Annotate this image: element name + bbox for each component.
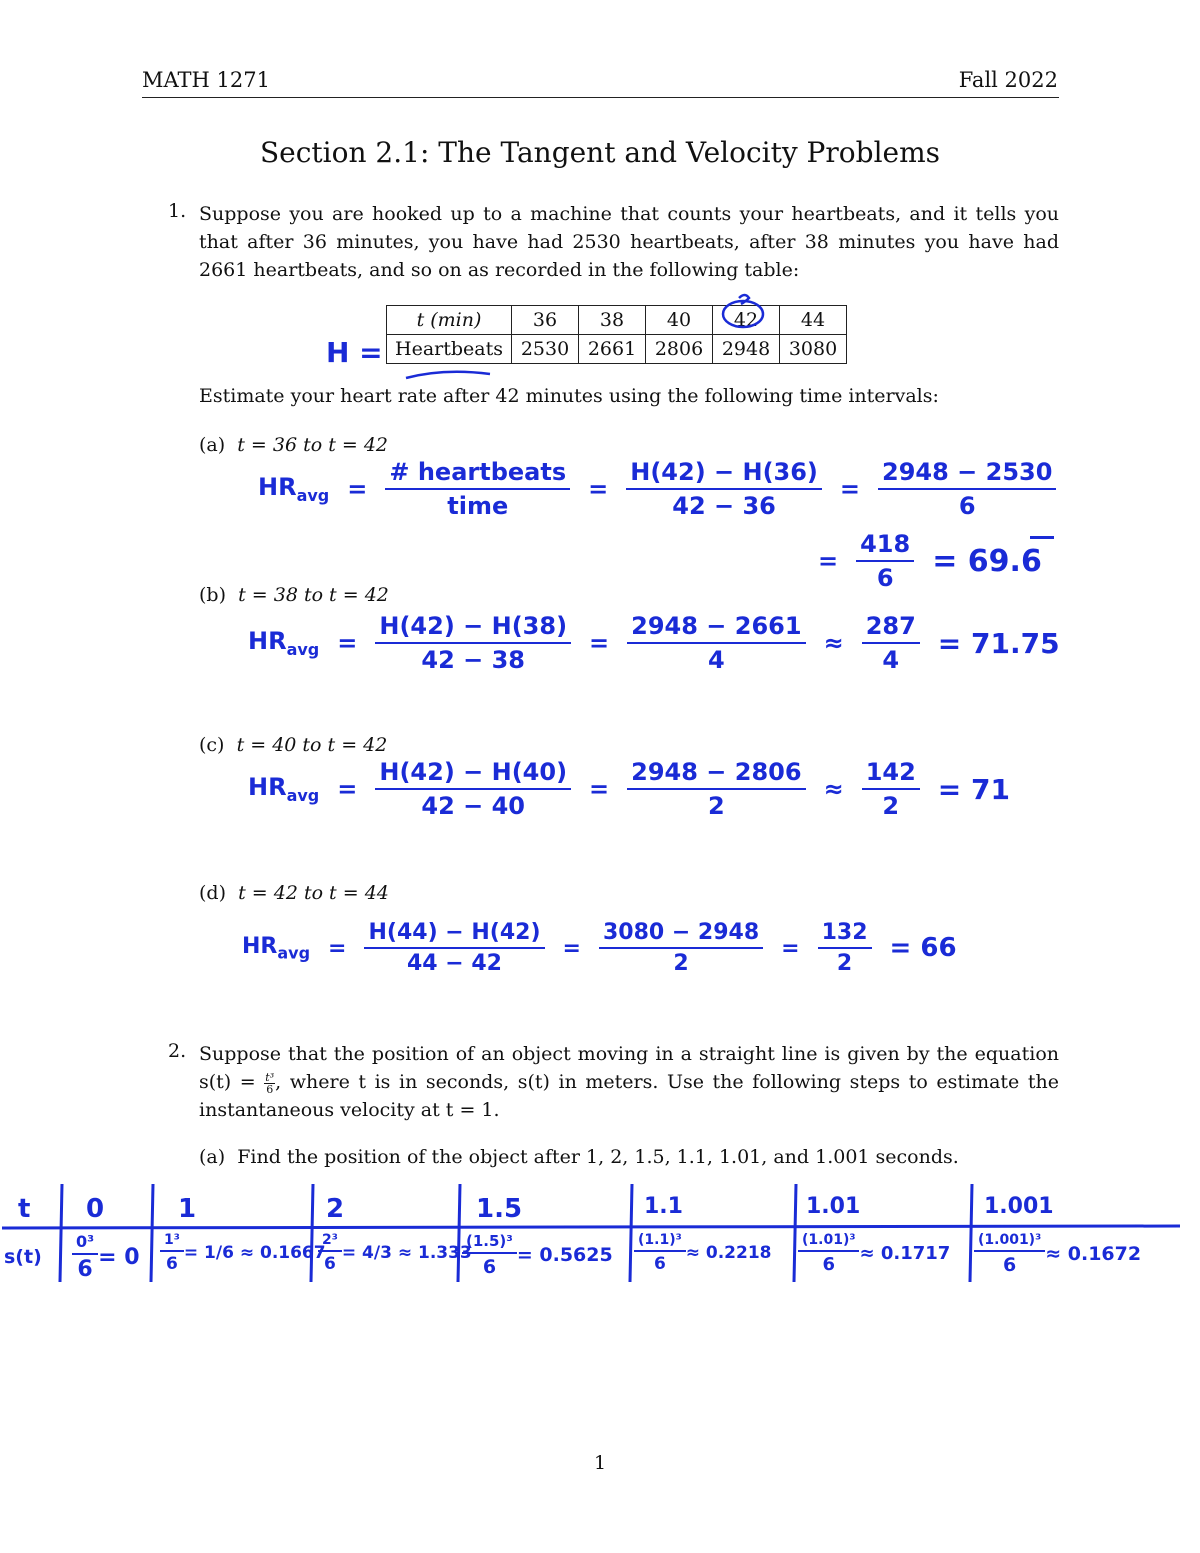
s-value: 1³ 6 = 1/6 ≈ 0.1667 xyxy=(160,1232,326,1274)
hr-avg: $HR_{avg}$ xyxy=(258,473,330,505)
part-d-work: $HR_{avg}$ = $\frac{H(44) - H(42)}{44 - 42}$ = $\frac{3080 - 2948}{2}$ = $\frac{132}{2}$ = 66 xyxy=(242,920,957,976)
fraction: $\frac{142}{2}$ xyxy=(862,758,920,820)
result-value: = 71 xyxy=(937,772,1010,806)
part-b-work: $HR_{avg}$ = $\frac{H(42) - H(38)}{42 - 38}$ = $\frac{2948 - 2661}{4}$ ≈ $\frac{287}{4}$ = 71.75 xyxy=(248,612,1060,674)
part-c-label: (c) t = 40 to t = 42 xyxy=(199,734,388,756)
part-a-work: $HR_{avg}$ = # heartbeats time = $\frac{H(42) - H(36)}{42 - 36}$ = $\frac{2948 - 2530}{6}$ xyxy=(258,458,1056,520)
table-cell: 2661 xyxy=(579,335,646,364)
fraction: $\frac{2948 - 2530}{6}$ xyxy=(878,458,1056,520)
table-cell: 40 xyxy=(646,306,713,335)
t-value: 2 xyxy=(326,1194,345,1224)
hr-avg: $HR_{avg}$ xyxy=(248,627,320,659)
fraction: $\frac{H(44) - H(42)}{44 - 42}$ xyxy=(364,920,544,976)
part-2a: (a) Find the position of the object after 1, 2, 1.5, 1.1, 1.01, and 1.001 seconds. xyxy=(199,1146,959,1168)
fraction: # heartbeats time xyxy=(385,458,570,520)
s-value: (1.01)³ 6 ≈ 0.1717 xyxy=(798,1232,950,1275)
part-a-label: (a) t = 36 to t = 42 xyxy=(199,434,389,456)
fraction: $\frac{3080 - 2948}{2}$ xyxy=(599,920,763,976)
page-title: Section 2.1: The Tangent and Velocity Problems xyxy=(259,136,941,169)
inline-fraction: $\frac{\text{t³}}{6}$ xyxy=(265,1070,275,1096)
problem-1-number: 1. xyxy=(168,200,187,222)
fraction: $\frac{H(42) - H(36)}{42 - 36}$ xyxy=(626,458,822,520)
problem-1-text: Suppose you are hooked up to a machine that counts your heartbeats, and it tells you that after 36 minutes, you have had 2530 heartbeats, after 38 minutes you have had 2661 heartbeats, and so on as recorded in the following table: xyxy=(199,203,1059,281)
problem-2-text: Suppose that the position of an object moving in a straight line is given by the equation s(t) = $\frac{\text{t³}}{6}$ , where t is in seconds, s(t) in meters. Use the following steps to estimate the instantaneous velocity at t = 1. xyxy=(199,1043,1059,1121)
t-value: 1.1 xyxy=(644,1194,683,1219)
table-row xyxy=(387,335,847,364)
table-cell-circled xyxy=(713,306,780,335)
result-value: = 66 xyxy=(889,933,957,963)
part-b-label: (b) t = 38 to t = 42 xyxy=(199,584,389,606)
table-row xyxy=(387,306,847,335)
problem-1-prompt: Estimate your heart rate after 42 minutes using the following time intervals: xyxy=(199,385,939,407)
problem-2-number: 2. xyxy=(168,1040,187,1062)
hr-avg: $HR_{avg}$ xyxy=(242,933,311,963)
fraction: $\frac{2948 - 2661}{4}$ xyxy=(627,612,805,674)
position-table xyxy=(0,1182,1200,1302)
circle-mark xyxy=(719,292,769,332)
header-rule xyxy=(142,97,1059,98)
underline-mark xyxy=(404,366,494,384)
fraction: $\frac{287}{4}$ xyxy=(862,612,920,674)
table-cell: 38 xyxy=(579,306,646,335)
heartbeat-table xyxy=(386,305,847,364)
repeat-bar xyxy=(1030,536,1054,539)
part-c-work: $HR_{avg}$ = $\frac{H(42) - H(40)}{42 - 40}$ = $\frac{2948 - 2806}{2}$ ≈ $\frac{142}{2}$ = 71 xyxy=(248,758,1010,820)
t-value: 1 xyxy=(178,1194,197,1224)
course-label: MATH 1271 xyxy=(142,68,270,92)
s-value: (1.1)³ 6 ≈ 0.2218 xyxy=(634,1232,772,1274)
part-a-result: = $\frac{418}{6}$ = 69.6 xyxy=(818,530,1042,592)
table-cell: 3080 xyxy=(780,335,847,364)
s-value: 0³ 6 = 0 xyxy=(72,1232,140,1282)
table-cell: 2806 xyxy=(646,335,713,364)
fraction: $\frac{H(42) - H(38)}{42 - 38}$ xyxy=(375,612,571,674)
term-label: Fall 2022 xyxy=(958,68,1058,92)
fraction: $\frac{418}{6}$ xyxy=(856,530,914,592)
s-value: (1.5)³ 6 = 0.5625 xyxy=(462,1232,613,1278)
fraction: $\frac{H(42) - H(40)}{42 - 40}$ xyxy=(375,758,571,820)
row-header-t: t (min) xyxy=(387,306,512,335)
part-d-label: (d) t = 42 to t = 44 xyxy=(199,882,389,904)
t-value: 1.5 xyxy=(476,1194,523,1224)
h-label: H = xyxy=(326,336,383,369)
s-value: 2³ 6 = 4/3 ≈ 1.333 xyxy=(318,1232,472,1274)
table-cell-value: 42 xyxy=(733,309,759,331)
table-cell: 2530 xyxy=(512,335,579,364)
s-row-label: s(t) xyxy=(4,1246,42,1268)
hr-avg: $HR_{avg}$ xyxy=(248,773,320,805)
page-number: 1 xyxy=(593,1452,607,1474)
table-cell: 36 xyxy=(512,306,579,335)
result-value: = 71.75 xyxy=(937,626,1060,660)
t-value: 1.01 xyxy=(806,1194,861,1219)
t-value: 1.001 xyxy=(984,1194,1054,1219)
s-value: (1.001)³ 6 ≈ 0.1672 xyxy=(974,1232,1141,1276)
t-row-label: t xyxy=(18,1194,31,1224)
result-value: = 69.6 xyxy=(932,543,1042,579)
fraction: $\frac{132}{2}$ xyxy=(818,920,872,976)
row-header-heartbeats: Heartbeats xyxy=(387,335,512,364)
table-cell: 2948 xyxy=(713,335,780,364)
fraction: $\frac{2948 - 2806}{2}$ xyxy=(627,758,805,820)
table-cell: 44 xyxy=(780,306,847,335)
t-value: 0 xyxy=(86,1194,105,1224)
